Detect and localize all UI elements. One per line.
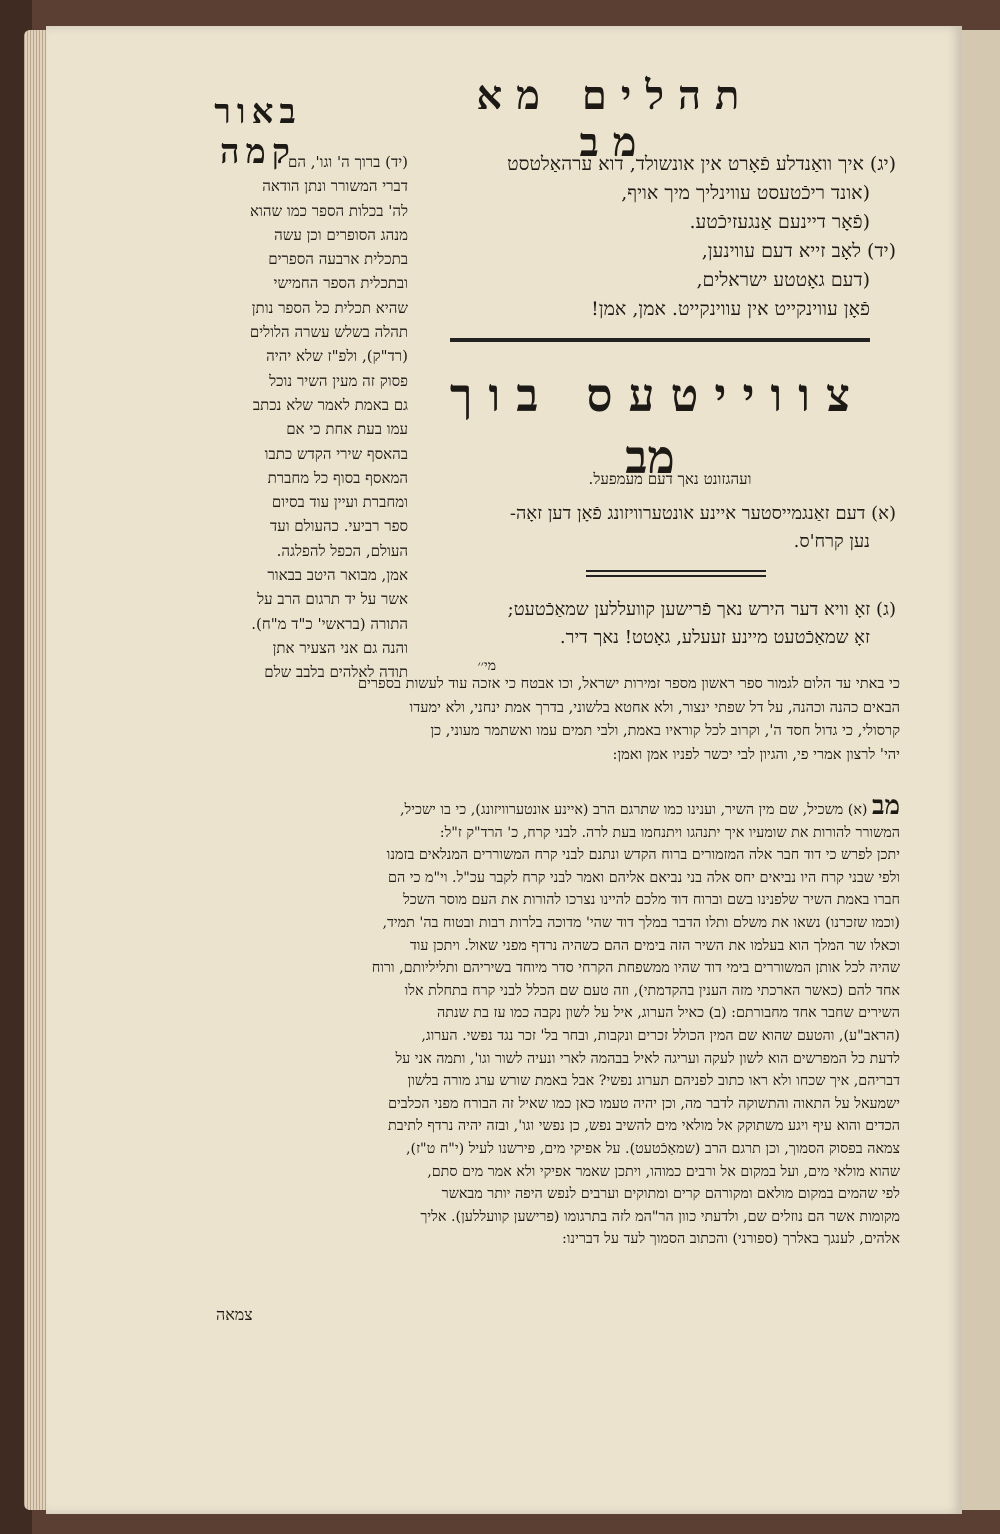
commentary-line: ולפי שבני קרח היו נביאים יחס אלה בני נביאם אליהם ואמר לבני קרח לקבר עכ"ל. וי"מ כי הם xyxy=(388,869,900,886)
commentary-line: כי באתי עד הלום לגמור ספר ראשון מספר זמירות ישראל, וכו אבטח כי אזכה עוד לעשות בספרים xyxy=(357,675,900,692)
commentary-line: קרסולי, כי גדול חסד ה', וקרוב לכל קוראיו באמת, ולבי תמים עמו ואשתמר מעוני, כן xyxy=(430,722,900,739)
page-stack-edge xyxy=(24,30,46,1510)
footer-catchword: צמאה xyxy=(216,1305,253,1324)
commentary-line: אמן, מבואר היטב בבאור xyxy=(267,566,408,585)
commentary-line: וכאלו שר המלך הוא בעלמו את השיר הזה בימים ההם כשהיה נרדף מפני שאול. ויתכן עוד xyxy=(409,937,900,954)
page-header-side-title: באור קמה xyxy=(214,92,302,172)
commentary-line: דבריהם, איך שכחו ולא ראו כתוב לפניהם תערוג נפשי? אבל באמת שורש ערג מורה בלשון xyxy=(407,1073,900,1090)
commentary-line: תודה לאלהים בלבב שלם xyxy=(264,663,408,682)
commentary-line: לה' בכלות הספר כמו שהוא xyxy=(250,201,408,220)
commentary-line: אחד להם (כאשר הארכתי מזה הענין בהקדמתי), וזה טעם שם הכלל לבני קרח בתחלת אלו xyxy=(404,982,900,999)
section-divider-double xyxy=(586,570,766,577)
commentary-line: שהיה לכל אותן המשוררים בימי דוד שהיו ממשפחת הקרחי סדר מיוחד בשיריהם ותליליותם, ורוח xyxy=(371,960,900,977)
commentary-line: המאסף בסוף כל מחברת xyxy=(267,468,408,487)
commentary-line: אלהים, לענגך באלרך (ספורני) והכתוב הסמוך לעד על דברינו: xyxy=(561,1231,900,1248)
commentary-line: ומחברת ועיין עוד בסיום xyxy=(271,493,408,512)
section-divider-thick xyxy=(450,338,870,342)
commentary-line: חברו באמת השיר שלפנינו בשם וברוח דוד מלכם להיינו נצרכו להורות את העם מוסר השכל xyxy=(403,892,900,909)
superscription-line: נען קרח'ס. xyxy=(793,531,870,552)
book-title: צווייטעס בוך xyxy=(449,368,867,422)
verse-line: פֿאָן עווינקייט אין עווינקייט. אמן, אמן! xyxy=(591,298,870,320)
verse-line: (דעם גאָטטע ישראלים, xyxy=(696,269,870,291)
commentary-line: אשר על יד תרגום הרב על xyxy=(257,590,408,609)
commentary-line: לפי שהמים במקום מולאם ומקורהם קרים ומתוקים וערבים לנפש היפה יותר מבאשר xyxy=(441,1186,900,1203)
commentary-line: בהאסף שירי הקדש כתבו xyxy=(264,444,408,463)
commentary-line: דברי המשורר ונתן הודאה xyxy=(262,177,408,196)
verse-line: (פֿאָר דיינעם אַנגעזיכֿטע. xyxy=(689,211,870,233)
commentary-line: (הראב"ע), והטעם שהוא שם המין הכולל זכרים ונקבות, ובחר בל' זכר נגד נפשי. הערוג, xyxy=(421,1027,900,1044)
commentary-text: (א) משכיל, שם מין השיר, וענינו כמו שתרגם הרב (איינע אונטערוויזונג), כי בו ישכיל, xyxy=(399,802,868,818)
commentary-line: (וכמו שזכרנו) נשאו את משלם ותלו הדבר במלך דוד שהי' מדוכה בלרות רבות ובטוח בה' תמיד, xyxy=(382,914,900,931)
commentary-line: פסוק זה מעין השיר נוכל xyxy=(269,371,408,390)
psalm-verses-top xyxy=(420,150,896,324)
commentary-line: בתכלית ארבעה הספרים xyxy=(268,250,408,269)
commentary-line: ישמעאל על התאוה והתשוקה לדבר מה, וכן יהיה טעמו כאן כמו שאיל זה הבורח מפני הכלבים xyxy=(388,1095,900,1112)
catchword: מי׳׳ xyxy=(477,658,496,674)
commentary-line: השירים שחבר אחד מחבורתם: (ב) כאיל הערוג, איל על לשון נקבה כמו עז בת שנתה xyxy=(437,1005,900,1022)
facing-page-edge xyxy=(960,30,1000,1510)
commentary-line: מנהג הסופרים וכן עשה xyxy=(274,225,408,244)
commentary-line: מקומות אשר הם נוזלים שם, ולדעתי כוון הר"המ לזה בתרגומו (פרישען קוועללען). אליך xyxy=(420,1208,900,1225)
commentary-line: והנה גם אני הצעיר אתן xyxy=(272,638,408,657)
commentary-line: עמו בעת אחת כי אם xyxy=(286,420,408,439)
superscription-line: (א) דעם זאַנגמייסטער איינע אונטערוויזונג פֿאָן דען זאָה- xyxy=(509,503,896,524)
commentary-line: ספר רביעי. כהעולם ועד xyxy=(270,517,408,536)
commentary-line: גם באמת לאמר שלא נכתב xyxy=(252,395,408,414)
commentary-line: לדעת כל המפרשים הוא לשון לעקה ועריגה לאיל בבהמה לארי ונעיה לשור וגו', ותמה אני על xyxy=(395,1050,900,1067)
psalm-superscription xyxy=(420,500,896,556)
commentary-line: יתכן לפרש כי דוד חבר אלה המזמורים ברוח הקדש ונתנם לבני קרח המשוררים המנלאים בזמנו xyxy=(386,847,900,864)
verse-line: (אונד ריכֿטעסט עווינליך מיך אויף, xyxy=(621,182,870,204)
commentary-line: (רד"ק), ולפ"ז שלא יהיה xyxy=(266,347,408,366)
side-commentary-column xyxy=(190,150,408,685)
verse-line: זאָ שמאַכֿטעט מיינע זעעלע, גאָטט! נאך דיר. xyxy=(559,627,870,648)
psalm-42-commentary xyxy=(190,795,900,1251)
commentary-line: (יד) ברוך ה' וגו', הם xyxy=(288,153,408,171)
page-header-title: תהלים מא מב xyxy=(476,72,754,166)
commentary-lead-number: מב xyxy=(872,795,900,821)
commentary-line: ובתכלית הספר החמישי xyxy=(273,274,408,293)
commentary-line: יהי' לרצון אמרי פי, והגיון לבי יכשר לפניו אמן ואמן: xyxy=(612,745,900,763)
verse-line: (יג) איך וואַנדלע פֿאָרט אין אונשולד, דוא ערהאַלטסט xyxy=(507,153,896,175)
commentary-line: העולם, הכפל להפלגה. xyxy=(276,541,408,560)
commentary-line: הבאים כהנה וכהנה, על דל שפתי ינצור, ולא אחטא בלשוני, בדרך אמת ינחני, ולא ימעדו xyxy=(409,698,900,716)
commentary-line: שהיא תכלית כל הספר נותן xyxy=(251,298,408,317)
psalm-subtitle: ועהגזונט נאך דעם מעמפעל. xyxy=(588,470,752,488)
commentary-line: התורה (בראשי' כ"ד מ"ח). xyxy=(251,614,408,633)
verse-three xyxy=(420,596,896,680)
commentary-line: צמאה בפסוק הסמוך, וכן תרגם הרב (שמאַכֿטעט). על אפיקי מים, פירשנו לעיל (י"ח ט"ז), xyxy=(405,1140,900,1157)
verse-line: (ג) זאָ וויא דער הירש נאך פֿרישען קוועללען שמאַכֿטעט; xyxy=(507,599,896,620)
closing-commentary xyxy=(190,672,900,766)
commentary-line: שהוא מולאי מים, ועל במקום אל ורבים כמוהו, ויתכן שאמר אפיקי ולא אמר מים סתם, xyxy=(427,1163,900,1180)
commentary-line xyxy=(190,795,900,822)
verse-line: (יד) לאָב זייא דעם עווינען, xyxy=(701,240,896,262)
commentary-line: תהלה בשלש עשרה הלולים xyxy=(249,323,408,342)
commentary-line: הכדים והוא עיף ויגע משתוקק אל מולאי מים להשיב נפש, כן נפשי וגו', ובזה יהיה נרדף לתיבת xyxy=(388,1118,900,1135)
commentary-line: המשורר להורות את שומעיו איך יתנהגו ויתנחמו בעת לרה. לבני קרח, כ' הרד"ק ז"ל: xyxy=(439,824,900,841)
psalm-number: מב xyxy=(625,430,675,484)
